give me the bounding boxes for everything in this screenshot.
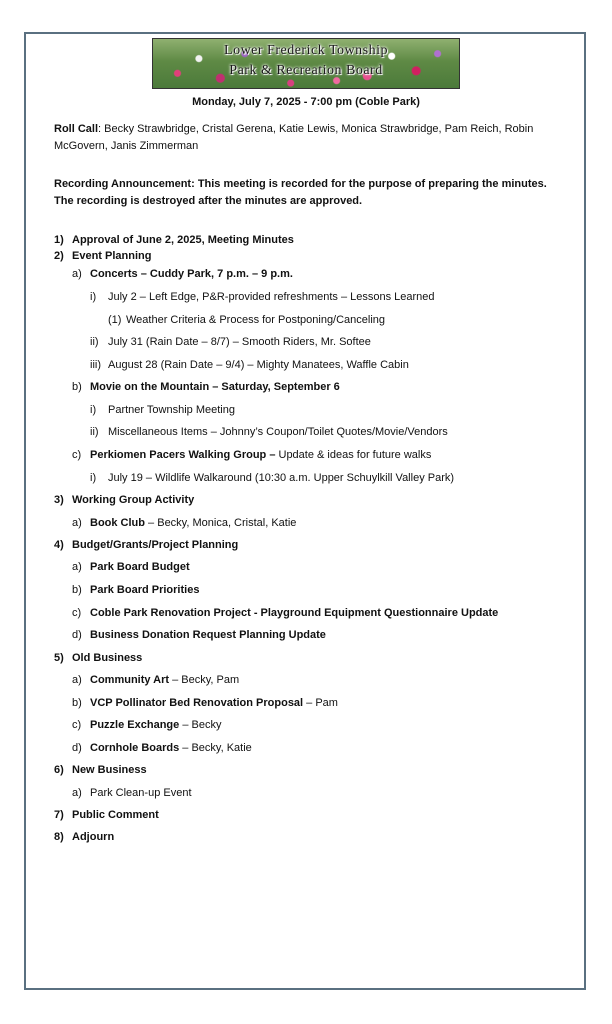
agenda-subletter: a) bbox=[72, 674, 82, 686]
agenda-detail: July 31 (Rain Date – 8/7) – Smooth Riders, Mr. Softee bbox=[108, 336, 371, 348]
agenda-item-title: Old Business bbox=[72, 652, 143, 664]
agenda-number: 4) bbox=[54, 539, 64, 551]
agenda-detail: Park Clean-up Event bbox=[90, 787, 192, 799]
agenda-subitem-title: Business Donation Request Planning Update bbox=[90, 629, 326, 641]
agenda-roman: iii) bbox=[90, 359, 101, 371]
agenda-subletter: a) bbox=[72, 561, 82, 573]
agenda-item-title: Adjourn bbox=[72, 831, 115, 843]
agenda-number: 2) bbox=[54, 250, 64, 262]
agenda-number: 1) bbox=[54, 234, 64, 246]
agenda-detail: August 28 (Rain Date – 9/4) – Mighty Manatees, Waffle Cabin bbox=[108, 359, 409, 371]
agenda-subitem-title: Community Art bbox=[90, 674, 170, 686]
agenda-subitem bbox=[90, 742, 252, 754]
agenda-detail: Miscellaneous Items – Johnny’s Coupon/Toilet Quotes/Movie/Vendors bbox=[108, 426, 448, 438]
agenda-subletter: a) bbox=[72, 268, 82, 280]
agenda-roman: i) bbox=[90, 472, 97, 484]
agenda-subitem bbox=[90, 697, 338, 709]
agenda-subitem-note: – Becky, Monica, Cristal, Katie bbox=[145, 517, 297, 529]
agenda-subletter: c) bbox=[72, 449, 82, 461]
agenda-subitem bbox=[90, 719, 221, 731]
agenda-number: 7) bbox=[54, 809, 64, 821]
agenda-subitem-title: Cornhole Boards bbox=[90, 742, 180, 754]
agenda-subitem-title: Book Club bbox=[90, 517, 145, 529]
agenda-detail: Weather Criteria & Process for Postponing/Canceling bbox=[126, 314, 386, 326]
agenda-number: 6) bbox=[54, 764, 64, 776]
agenda-number: 5) bbox=[54, 652, 64, 664]
agenda-detail: Partner Township Meeting bbox=[108, 404, 235, 416]
roll-call-names: : Becky Strawbridge, Cristal Gerena, Katie Lewis, Monica Strawbridge, Pam Reich, Robin McGovern, Janis Zimmerman bbox=[54, 123, 534, 152]
agenda-item-title: New Business bbox=[72, 764, 147, 776]
agenda-number: 3) bbox=[54, 494, 64, 506]
agenda-subitem-title: Concerts – Cuddy Park, 7 p.m. – 9 p.m. bbox=[90, 268, 293, 280]
agenda-item-title: Public Comment bbox=[72, 809, 159, 821]
agenda-subletter: b) bbox=[72, 381, 82, 393]
agenda-number: 8) bbox=[54, 831, 64, 843]
agenda-item-title: Event Planning bbox=[72, 250, 152, 262]
agenda-subitem-title: Movie on the Mountain – Saturday, September 6 bbox=[90, 381, 340, 393]
agenda-subitem-note: – Pam bbox=[303, 697, 338, 709]
agenda-subletter: b) bbox=[72, 584, 82, 596]
agenda-subitem-title: Perkiomen Pacers Walking Group – bbox=[90, 449, 276, 461]
agenda-subletter: d) bbox=[72, 629, 82, 641]
agenda-subletter: a) bbox=[72, 517, 82, 529]
agenda-subletter: a) bbox=[72, 787, 82, 799]
roll-call-label: Roll Call bbox=[54, 123, 99, 135]
agenda-item-title: Approval of June 2, 2025, Meeting Minutes bbox=[72, 234, 294, 246]
agenda-subitem-title: Puzzle Exchange bbox=[90, 719, 180, 731]
agenda-roman: ii) bbox=[90, 336, 99, 348]
agenda-item-title: Budget/Grants/Project Planning bbox=[72, 539, 239, 551]
agenda-subitem bbox=[90, 517, 296, 529]
header-banner-image bbox=[152, 38, 460, 89]
agenda-subitem bbox=[90, 449, 431, 461]
agenda-subletter: c) bbox=[72, 607, 82, 619]
agenda-roman: ii) bbox=[90, 426, 99, 438]
agenda-paren-number: (1) bbox=[108, 314, 122, 326]
banner-title-line1: Lower Frederick Township bbox=[224, 43, 388, 58]
roll-call bbox=[54, 121, 554, 155]
banner-title-line2: Park & Recreation Board bbox=[229, 63, 383, 78]
agenda-item-title: Working Group Activity bbox=[72, 494, 195, 506]
agenda-subitem-note: – Becky bbox=[179, 719, 222, 731]
agenda-subitem-note: – Becky, Pam bbox=[169, 674, 240, 686]
agenda-roman: i) bbox=[90, 404, 97, 416]
agenda-subitem-title: Park Board Budget bbox=[90, 561, 190, 573]
agenda-subitem-note: – Becky, Katie bbox=[179, 742, 252, 754]
recording-announcement: Recording Announcement: This meeting is recorded for the purpose of preparing the minutes. The recording is destroyed after the minutes are approved. bbox=[54, 178, 547, 207]
agenda-detail: July 2 – Left Edge, P&R-provided refreshments – Lessons Learned bbox=[108, 291, 435, 303]
agenda-subitem-title: VCP Pollinator Bed Renovation Proposal bbox=[90, 697, 304, 709]
agenda-subletter: d) bbox=[72, 742, 82, 754]
agenda-subitem-title: Coble Park Renovation Project - Playground Equipment Questionnaire Update bbox=[90, 607, 499, 619]
agenda-detail: July 19 – Wildlife Walkaround (10:30 a.m. Upper Schuylkill Valley Park) bbox=[108, 472, 455, 484]
meeting-date: Monday, July 7, 2025 - 7:00 pm (Coble Park) bbox=[192, 96, 420, 108]
agenda-subletter: b) bbox=[72, 697, 82, 709]
agenda-subitem-title: Park Board Priorities bbox=[90, 584, 200, 596]
agenda-subitem bbox=[90, 674, 239, 686]
agenda-subitem-note: Update & ideas for future walks bbox=[275, 449, 432, 461]
agenda-subletter: c) bbox=[72, 719, 82, 731]
agenda-roman: i) bbox=[90, 291, 97, 303]
